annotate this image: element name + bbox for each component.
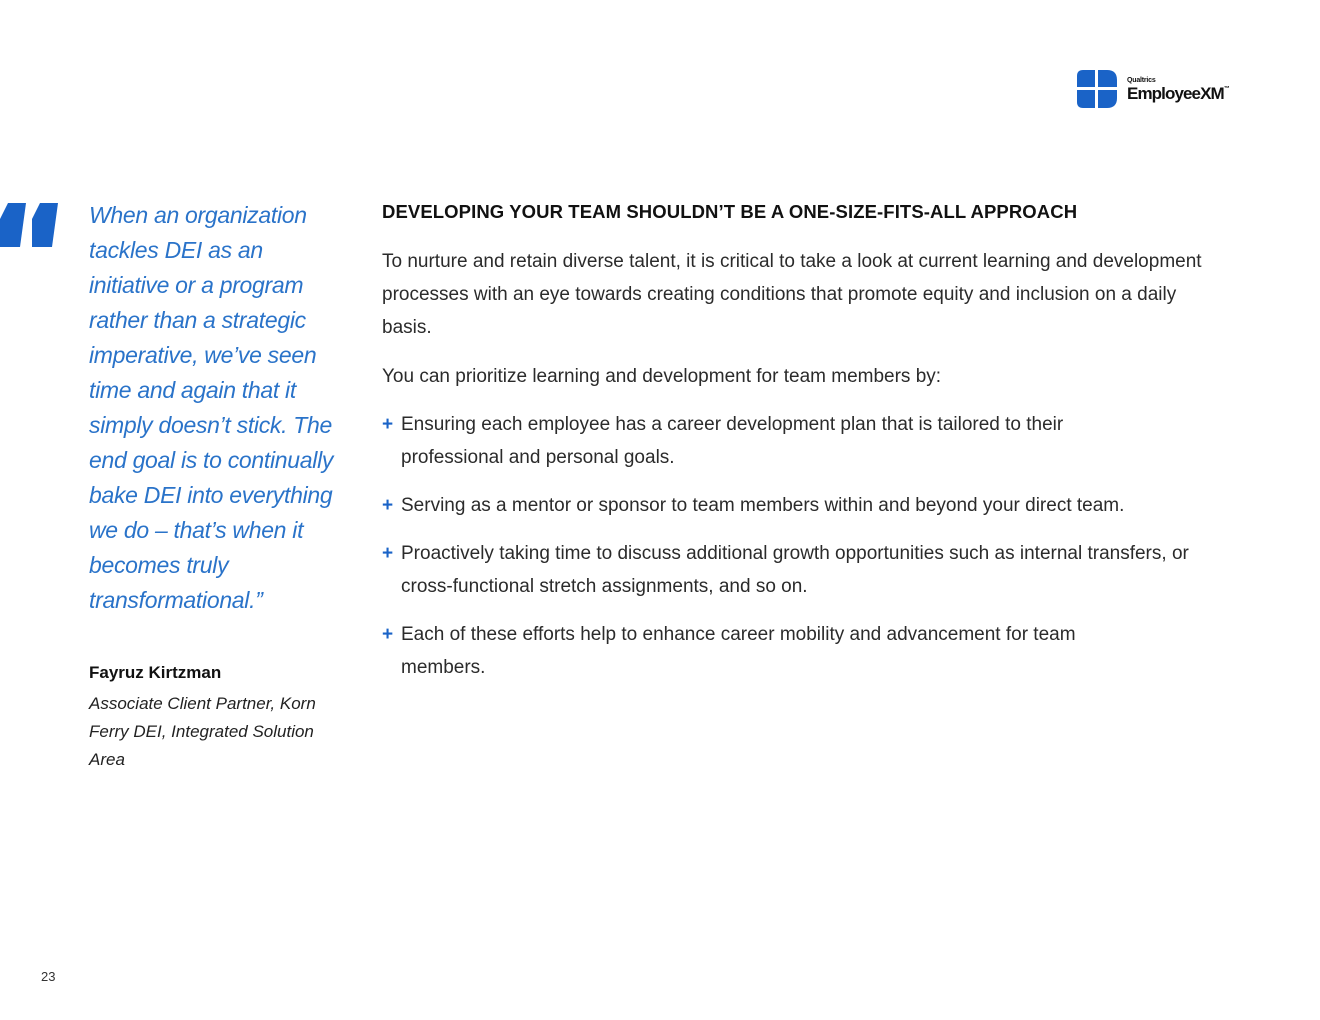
quote-author-role: Associate Client Partner, Korn Ferry DEI, Integrated Solution Area bbox=[89, 694, 316, 769]
page-number: 23 bbox=[41, 969, 56, 984]
pull-quote-text: When an organization tackles DEI as an initiative or a program rather than a strategic imperative, we’ve seen time and again that it simply doesn’t stick. The end goal is to continually bake DEI into everything we do – that’s when it becomes truly transformational.” bbox=[89, 202, 334, 613]
plus-bullet-icon: + bbox=[382, 414, 394, 435]
section-heading: DEVELOPING YOUR TEAM SHOULDN’T BE A ONE-SIZE-FITS-ALL APPROACH bbox=[382, 201, 1078, 222]
bullet-text: Serving as a mentor or sponsor to team members within and beyond your direct team. bbox=[401, 495, 1125, 516]
bullet-text: Each of these efforts help to enhance career mobility and advancement for team members. bbox=[401, 624, 1076, 678]
logo-product-text: EmployeeXM™ bbox=[1127, 83, 1229, 103]
bullet-text: Ensuring each employee has a career development plan that is tailored to their professional and personal goals. bbox=[401, 414, 1064, 468]
quote-author-name: Fayruz Kirtzman bbox=[89, 663, 222, 682]
intro-paragraph: To nurture and retain diverse talent, it is critical to take a look at current learning and development processes with an eye towards creating conditions that promote equity and inclusion on a daily basis. bbox=[382, 251, 1202, 338]
list-item bbox=[382, 489, 1241, 522]
trademark-symbol: ™ bbox=[1223, 85, 1229, 92]
list-item bbox=[382, 408, 1161, 474]
bullet-text: Proactively taking time to discuss additional growth opportunities such as internal transfers, or cross-functional stretch assignments, and so on. bbox=[401, 543, 1189, 597]
lead-paragraph: You can prioritize learning and development for team members by: bbox=[382, 366, 942, 387]
list-item bbox=[382, 537, 1201, 603]
plus-bullet-icon: + bbox=[382, 624, 394, 645]
quotation-mark-icon bbox=[0, 203, 60, 247]
bullet-list bbox=[382, 408, 1222, 699]
plus-bullet-icon: + bbox=[382, 495, 394, 516]
list-item bbox=[382, 618, 1101, 684]
qualtrics-logo-icon bbox=[1077, 70, 1117, 108]
qualtrics-employeexm-logo bbox=[1077, 70, 1229, 108]
logo-brand-text: Qualtrics bbox=[1127, 76, 1156, 84]
plus-bullet-icon: + bbox=[382, 543, 394, 564]
